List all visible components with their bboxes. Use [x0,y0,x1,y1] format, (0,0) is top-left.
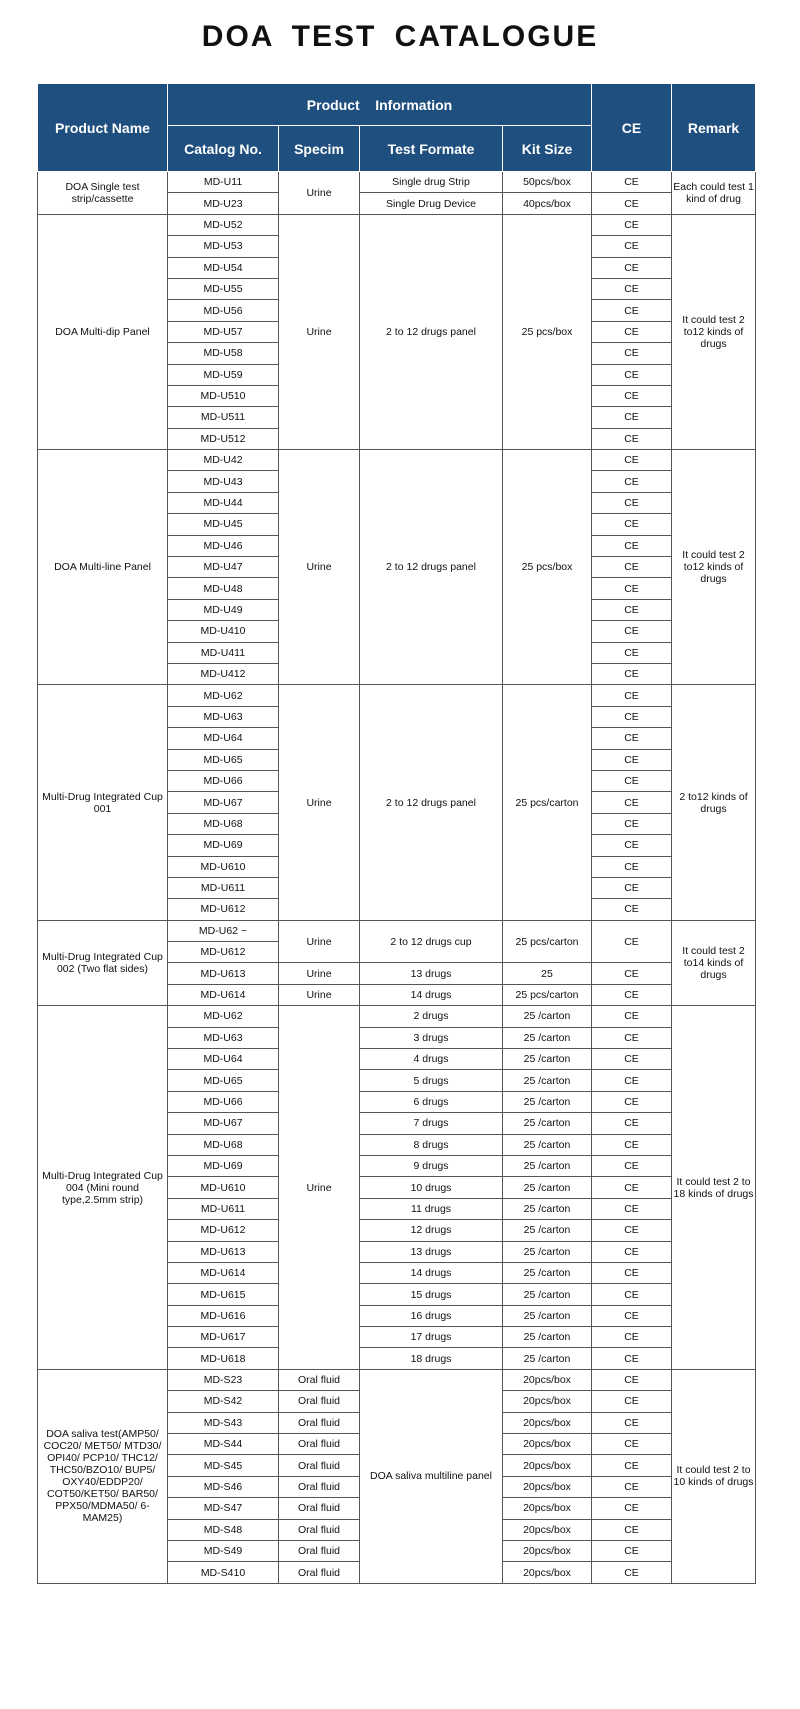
ce-cell: CE [592,984,672,1005]
product-name-cell: DOA Single test strip/cassette [38,172,168,215]
ce-cell: CE [592,877,672,898]
catalog-cell: MD-U63 [168,1027,279,1048]
ce-cell: CE [592,1262,672,1283]
kit-size-cell: 25 /carton [503,1134,592,1155]
specim-cell: Oral fluid [279,1434,360,1455]
table-body [38,172,756,1584]
specim-cell: Oral fluid [279,1476,360,1497]
catalog-cell: MD-U66 [168,770,279,791]
ce-cell: CE [592,193,672,214]
ce-cell: CE [592,364,672,385]
test-formate-cell: 14 drugs [360,1262,503,1283]
kit-size-cell: 25 /carton [503,1177,592,1198]
test-formate-cell: 14 drugs [360,984,503,1005]
kit-size-cell: 20pcs/box [503,1519,592,1540]
ce-cell: CE [592,300,672,321]
ce-cell: CE [592,1006,672,1027]
specim-cell: Oral fluid [279,1391,360,1412]
catalog-cell: MD-U47 [168,557,279,578]
kit-size-cell: 20pcs/box [503,1412,592,1433]
catalog-cell: MD-U611 [168,877,279,898]
specim-cell: Oral fluid [279,1519,360,1540]
ce-cell: CE [592,172,672,193]
kit-size-cell: 20pcs/box [503,1498,592,1519]
catalog-cell: MD-U612 [168,1220,279,1241]
test-formate-cell: 8 drugs [360,1134,503,1155]
ce-cell: CE [592,621,672,642]
ce-cell: CE [592,642,672,663]
ce-cell: CE [592,1155,672,1176]
catalog-cell: MD-S43 [168,1412,279,1433]
ce-cell: CE [592,663,672,684]
test-formate-cell: 2 to 12 drugs cup [360,920,503,963]
ce-cell: CE [592,492,672,513]
catalog-cell: MD-U615 [168,1284,279,1305]
catalog-cell: MD-U66 [168,1091,279,1112]
test-formate-cell: 12 drugs [360,1220,503,1241]
specim-cell: Urine [279,963,360,984]
catalog-cell: MD-U42 [168,450,279,471]
ce-cell: CE [592,599,672,620]
catalog-cell: MD-U52 [168,214,279,235]
kit-size-cell: 25 pcs/box [503,450,592,685]
ce-cell: CE [592,856,672,877]
header-specim: Specim [279,126,360,172]
specim-cell: Urine [279,450,360,685]
header-catalog-no: Catalog No. [168,126,279,172]
ce-cell: CE [592,920,672,963]
catalog-cell: MD-S49 [168,1541,279,1562]
ce-cell: CE [592,835,672,856]
test-formate-cell: 6 drugs [360,1091,503,1112]
specim-cell: Urine [279,685,360,920]
ce-cell: CE [592,1369,672,1390]
catalog-cell: MD-U68 [168,813,279,834]
ce-cell: CE [592,1519,672,1540]
ce-cell: CE [592,1241,672,1262]
header-product-information: Product Information [168,84,592,126]
catalog-cell: MD-U618 [168,1348,279,1369]
kit-size-cell: 50pcs/box [503,172,592,193]
remark-cell: It could test 2 to12 kinds of drugs [672,450,756,685]
catalog-cell: MD-U510 [168,385,279,406]
ce-cell: CE [592,706,672,727]
catalog-cell: MD-U612 [168,899,279,920]
ce-cell: CE [592,792,672,813]
header-product-name: Product Name [38,84,168,172]
specim-cell: Oral fluid [279,1562,360,1583]
catalog-cell: MD-U68 [168,1134,279,1155]
ce-cell: CE [592,1070,672,1091]
catalog-cell: MD-U512 [168,428,279,449]
ce-cell: CE [592,1027,672,1048]
catalog-cell: MD-U57 [168,321,279,342]
catalog-cell: MD-U23 [168,193,279,214]
catalog-cell: MD-U62 [168,1006,279,1027]
test-formate-cell: 13 drugs [360,963,503,984]
kit-size-cell: 20pcs/box [503,1391,592,1412]
remark-cell: Each could test 1 kind of drug [672,172,756,215]
catalog-cell: MD-U617 [168,1327,279,1348]
test-formate-cell: 7 drugs [360,1113,503,1134]
kit-size-cell: 25 /carton [503,1091,592,1112]
table-row [38,685,756,706]
catalog-cell: MD-U48 [168,578,279,599]
kit-size-cell: 25 /carton [503,1241,592,1262]
table-row [38,450,756,471]
kit-size-cell: 25 /carton [503,1049,592,1070]
specim-cell: Urine [279,1006,360,1370]
ce-cell: CE [592,749,672,770]
ce-cell: CE [592,1113,672,1134]
catalog-cell: MD-U67 [168,792,279,813]
test-formate-cell: 4 drugs [360,1049,503,1070]
catalog-cell: MD-U616 [168,1305,279,1326]
ce-cell: CE [592,1498,672,1519]
catalog-cell: MD-S47 [168,1498,279,1519]
remark-cell: 2 to12 kinds of drugs [672,685,756,920]
specim-cell: Oral fluid [279,1455,360,1476]
catalog-cell: MD-U11 [168,172,279,193]
kit-size-cell: 25 [503,963,592,984]
test-formate-cell: 15 drugs [360,1284,503,1305]
ce-cell: CE [592,1284,672,1305]
ce-cell: CE [592,1091,672,1112]
catalog-cell: MD-U511 [168,407,279,428]
ce-cell: CE [592,557,672,578]
catalog-cell: MD-U59 [168,364,279,385]
catalog-cell: MD-U610 [168,856,279,877]
product-name-cell: Multi-Drug Integrated Cup 002 (Two flat sides) [38,920,168,1006]
specim-cell: Urine [279,172,360,215]
kit-size-cell: 20pcs/box [503,1434,592,1455]
product-name-cell: Multi-Drug Integrated Cup 004 (Mini round type,2.5mm strip) [38,1006,168,1370]
catalog-cell: MD-S410 [168,1562,279,1583]
ce-cell: CE [592,1305,672,1326]
catalog-cell: MD-S44 [168,1434,279,1455]
ce-cell: CE [592,813,672,834]
ce-cell: CE [592,321,672,342]
catalog-cell: MD-U614 [168,984,279,1005]
catalog-cell: MD-S23 [168,1369,279,1390]
catalog-cell: MD-U614 [168,1262,279,1283]
catalog-cell: MD-U55 [168,278,279,299]
specim-cell: Oral fluid [279,1412,360,1433]
kit-size-cell: 25 pcs/carton [503,984,592,1005]
catalog-cell: MD-U613 [168,963,279,984]
ce-cell: CE [592,257,672,278]
ce-cell: CE [592,1455,672,1476]
remark-cell: It could test 2 to 18 kinds of drugs [672,1006,756,1370]
page-title: DOA TEST CATALOGUE [201,20,599,53]
catalog-cell: MD-U412 [168,663,279,684]
ce-cell: CE [592,1562,672,1583]
ce-cell: CE [592,578,672,599]
table-header [38,84,756,172]
ce-cell: CE [592,428,672,449]
kit-size-cell: 25 /carton [503,1006,592,1027]
ce-cell: CE [592,407,672,428]
catalog-cell: MD-U49 [168,599,279,620]
kit-size-cell: 20pcs/box [503,1476,592,1497]
test-formate-cell: Single Drug Device [360,193,503,214]
catalog-cell: MD-U43 [168,471,279,492]
kit-size-cell: 20pcs/box [503,1455,592,1476]
test-formate-cell: DOA saliva multiline panel [360,1369,503,1583]
catalogue-table [37,83,756,1584]
test-formate-cell: 16 drugs [360,1305,503,1326]
product-name-cell: Multi-Drug Integrated Cup 001 [38,685,168,920]
table-row [38,920,756,941]
kit-size-cell: 25 pcs/carton [503,920,592,963]
ce-cell: CE [592,1434,672,1455]
ce-cell: CE [592,1327,672,1348]
specim-cell: Oral fluid [279,1369,360,1390]
kit-size-cell: 25 /carton [503,1262,592,1283]
ce-cell: CE [592,1391,672,1412]
test-formate-cell: 2 to 12 drugs panel [360,214,503,449]
catalog-cell: MD-S42 [168,1391,279,1412]
catalog-cell: MD-U58 [168,343,279,364]
specim-cell: Urine [279,214,360,449]
ce-cell: CE [592,685,672,706]
ce-cell: CE [592,343,672,364]
test-formate-cell: 2 to 12 drugs panel [360,450,503,685]
product-name-cell: DOA Multi-dip Panel [38,214,168,449]
ce-cell: CE [592,899,672,920]
ce-cell: CE [592,1177,672,1198]
product-name-cell: DOA saliva test(AMP50/ COC20/ MET50/ MTD30/ OPI40/ PCP10/ THC12/ THC50/BZO10/ BUP5/ OXY40/EDDP20/ COT50/KET50/ BAR50/ PPX50/MDMA50/ 6-MAM25) [38,1369,168,1583]
product-name-cell: DOA Multi-line Panel [38,450,168,685]
specim-cell: Urine [279,920,360,963]
ce-cell: CE [592,278,672,299]
remark-cell: It could test 2 to 10 kinds of drugs [672,1369,756,1583]
table-row [38,1006,756,1027]
kit-size-cell: 25 /carton [503,1305,592,1326]
test-formate-cell: 17 drugs [360,1327,503,1348]
catalog-cell: MD-U410 [168,621,279,642]
catalog-cell: MD-U45 [168,514,279,535]
kit-size-cell: 20pcs/box [503,1562,592,1583]
ce-cell: CE [592,1049,672,1070]
catalog-cell: MD-S45 [168,1455,279,1476]
catalog-cell: MD-U69 [168,1155,279,1176]
ce-cell: CE [592,1541,672,1562]
kit-size-cell: 25 /carton [503,1027,592,1048]
ce-cell: CE [592,236,672,257]
header-remark: Remark [672,84,756,172]
test-formate-cell: 11 drugs [360,1198,503,1219]
remark-cell: It could test 2 to12 kinds of drugs [672,214,756,449]
catalog-cell: MD-U64 [168,1049,279,1070]
catalog-cell: MD-U69 [168,835,279,856]
ce-cell: CE [592,1412,672,1433]
catalog-cell: MD-U613 [168,1241,279,1262]
ce-cell: CE [592,450,672,471]
kit-size-cell: 25 /carton [503,1220,592,1241]
kit-size-cell: 25 /carton [503,1284,592,1305]
ce-cell: CE [592,728,672,749]
ce-cell: CE [592,471,672,492]
ce-cell: CE [592,385,672,406]
test-formate-cell: 3 drugs [360,1027,503,1048]
ce-cell: CE [592,963,672,984]
ce-cell: CE [592,535,672,556]
catalog-cell: MD-U610 [168,1177,279,1198]
test-formate-cell: 13 drugs [360,1241,503,1262]
catalog-cell: MD-U67 [168,1113,279,1134]
catalog-cell: MD-U56 [168,300,279,321]
kit-size-cell: 40pcs/box [503,193,592,214]
ce-cell: CE [592,1348,672,1369]
catalog-cell: MD-U44 [168,492,279,513]
catalog-cell: MD-S46 [168,1476,279,1497]
ce-cell: CE [592,1134,672,1155]
ce-cell: CE [592,214,672,235]
test-formate-cell: 2 drugs [360,1006,503,1027]
catalog-cell: MD-U65 [168,1070,279,1091]
test-formate-cell: 10 drugs [360,1177,503,1198]
catalog-cell: MD-U64 [168,728,279,749]
kit-size-cell: 25 pcs/carton [503,685,592,920]
catalog-cell: MD-U611 [168,1198,279,1219]
ce-cell: CE [592,514,672,535]
kit-size-cell: 25 /carton [503,1348,592,1369]
kit-size-cell: 20pcs/box [503,1369,592,1390]
catalog-cell: MD-U62 [168,685,279,706]
ce-cell: CE [592,1198,672,1219]
table-row [38,1369,756,1390]
ce-cell: CE [592,770,672,791]
catalog-cell: MD-U63 [168,706,279,727]
kit-size-cell: 20pcs/box [503,1541,592,1562]
test-formate-cell: 2 to 12 drugs panel [360,685,503,920]
catalog-cell: MD-U65 [168,749,279,770]
catalog-cell: MD-U46 [168,535,279,556]
header-test-formate: Test Formate [360,126,503,172]
catalog-cell: MD-U54 [168,257,279,278]
kit-size-cell: 25 pcs/box [503,214,592,449]
specim-cell: Oral fluid [279,1541,360,1562]
kit-size-cell: 25 /carton [503,1155,592,1176]
table-row [38,214,756,235]
catalog-cell: MD-U612 [168,942,279,963]
test-formate-cell: 9 drugs [360,1155,503,1176]
catalog-cell: MD-S48 [168,1519,279,1540]
test-formate-cell: 18 drugs [360,1348,503,1369]
specim-cell: Urine [279,984,360,1005]
test-formate-cell: Single drug Strip [360,172,503,193]
catalog-cell: MD-U62 ~ [168,920,279,941]
header-ce: CE [592,84,672,172]
kit-size-cell: 25 /carton [503,1198,592,1219]
kit-size-cell: 25 /carton [503,1113,592,1134]
specim-cell: Oral fluid [279,1498,360,1519]
catalog-cell: MD-U411 [168,642,279,663]
header-kit-size: Kit Size [503,126,592,172]
table-row [38,172,756,193]
ce-cell: CE [592,1220,672,1241]
kit-size-cell: 25 /carton [503,1327,592,1348]
ce-cell: CE [592,1476,672,1497]
remark-cell: It could test 2 to14 kinds of drugs [672,920,756,1006]
kit-size-cell: 25 /carton [503,1070,592,1091]
catalog-cell: MD-U53 [168,236,279,257]
test-formate-cell: 5 drugs [360,1070,503,1091]
